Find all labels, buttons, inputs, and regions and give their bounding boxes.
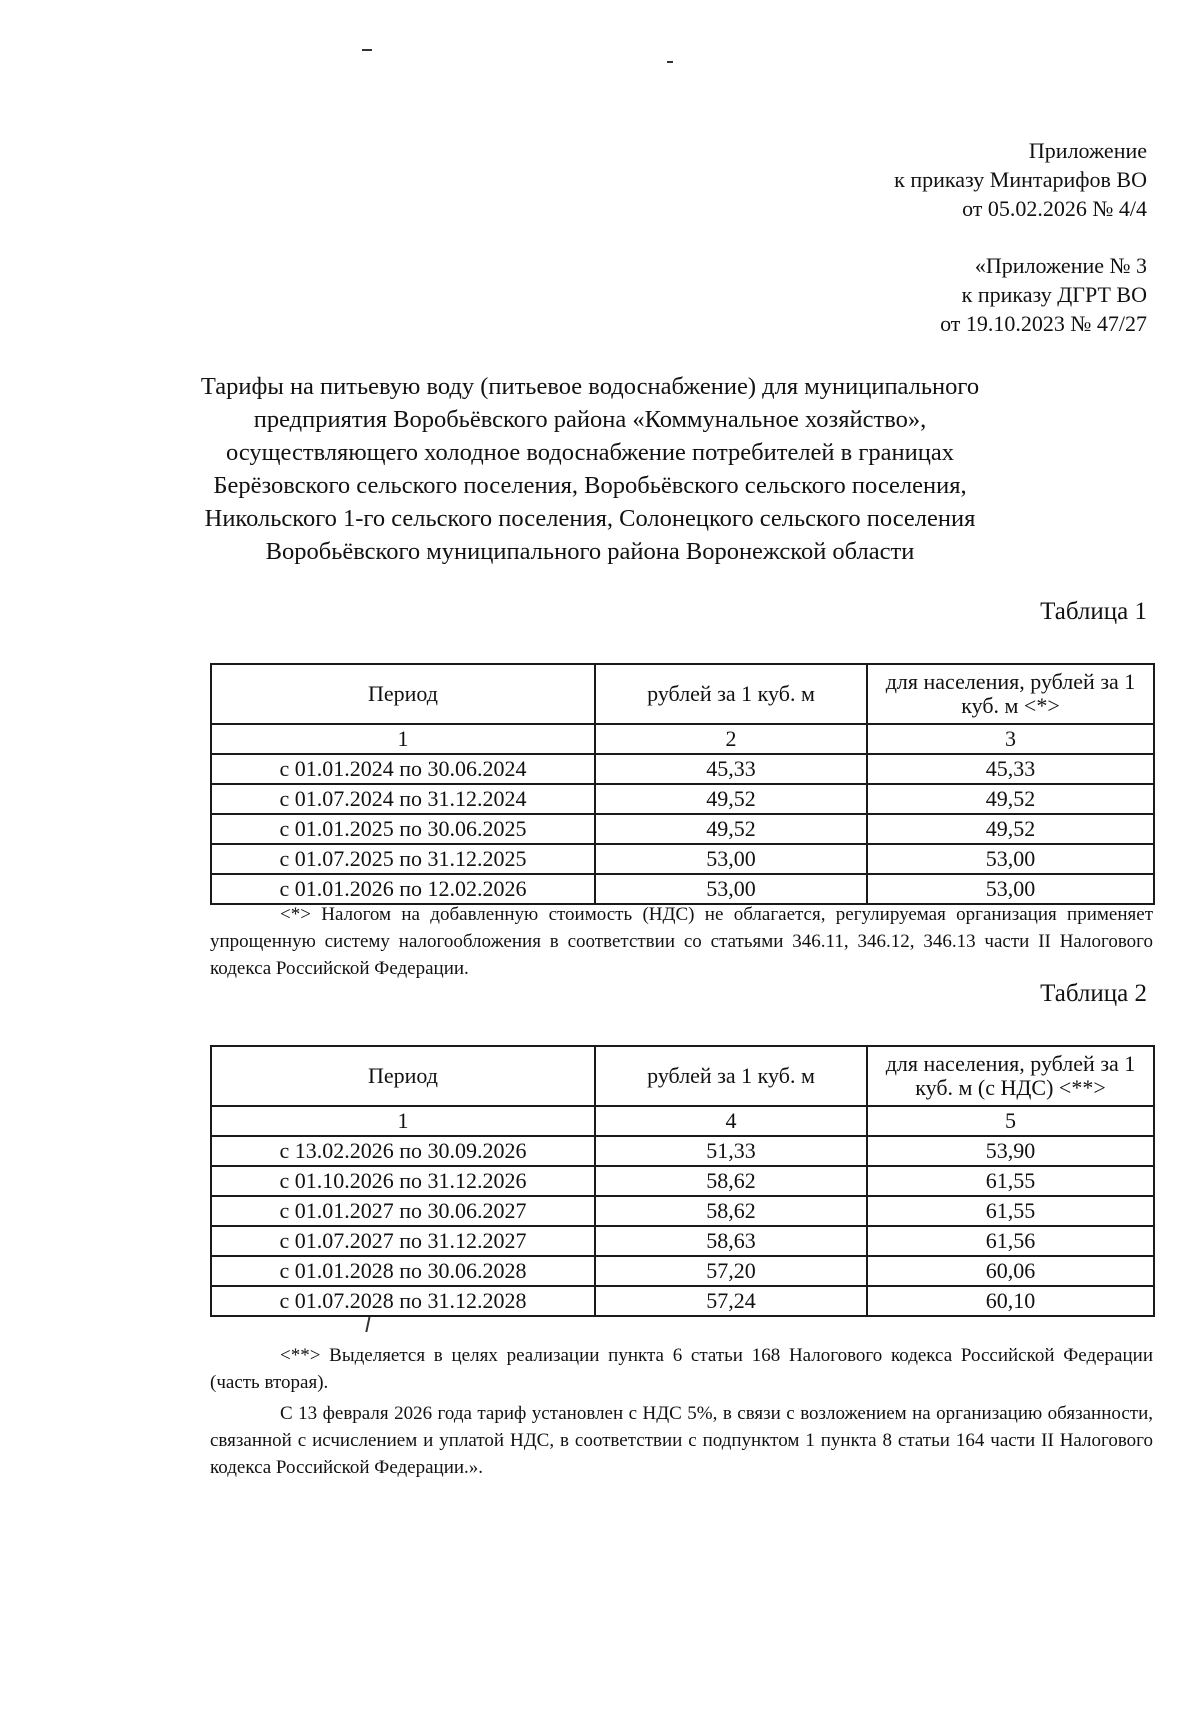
appendix-current-line2: к приказу Минтарифов ВО	[894, 167, 1147, 192]
tariff-cell: 58,62	[595, 1196, 867, 1226]
column-number: 2	[595, 724, 867, 754]
header-rub-per-m3: рублей за 1 куб. м	[595, 664, 867, 724]
table-row	[211, 754, 1154, 784]
table-row	[211, 874, 1154, 904]
tariff-cell: 57,24	[595, 1286, 867, 1316]
population-tariff-cell: 60,10	[867, 1286, 1154, 1316]
table-row	[211, 1166, 1154, 1196]
table-row	[211, 1196, 1154, 1226]
tariff-cell: 49,52	[595, 814, 867, 844]
table-numbering-row	[211, 1106, 1154, 1136]
table-row	[211, 784, 1154, 814]
table-row	[211, 814, 1154, 844]
column-number: 4	[595, 1106, 867, 1136]
table1-label: Таблица 1	[1040, 598, 1147, 625]
header-rub-per-m3: рублей за 1 куб. м	[595, 1046, 867, 1106]
table1-footnote: <*> Налогом на добавленную стоимость (НДС) не облагается, регулируемая организация применяет упрощенную систему налогообложения в соответствии со статьями 346.11, 346.12, 346.13 части II Налогового кодекса Российской Федерации.	[210, 904, 1153, 979]
period-cell: с 01.07.2027 по 31.12.2027	[211, 1226, 595, 1256]
tariff-cell: 49,52	[595, 784, 867, 814]
title-line: осуществляющего холодное водоснабжение потребителей в границах	[225, 439, 954, 466]
table-row	[211, 1226, 1154, 1256]
header-period: Период	[211, 1046, 595, 1106]
population-tariff-cell: 53,90	[867, 1136, 1154, 1166]
column-number: 5	[867, 1106, 1154, 1136]
tariff-cell: 58,62	[595, 1166, 867, 1196]
title-line: Воробьёвского муниципального района Воронежской области	[265, 538, 915, 565]
table-row	[211, 1286, 1154, 1316]
column-number: 1	[211, 724, 595, 754]
period-cell: с 01.07.2025 по 31.12.2025	[211, 844, 595, 874]
column-number: 1	[211, 1106, 595, 1136]
scan-mark	[365, 1316, 370, 1332]
table2-label: Таблица 2	[1040, 980, 1147, 1007]
tariff-table-1	[210, 663, 1155, 905]
appendix-previous-line3: от 19.10.2023 № 47/27	[940, 311, 1147, 336]
vat-note: С 13 февраля 2026 года тариф установлен с НДС 5%, в связи с возложением на организацию обязанности, связанной с исчислением и уплатой НДС, в соответствии с подпунктом 1 пункта 8 статьи 164 части II Налогового кодекса Российской Федерации.».	[210, 1403, 1153, 1478]
period-cell: с 01.01.2024 по 30.06.2024	[211, 754, 595, 784]
period-cell: с 01.01.2027 по 30.06.2027	[211, 1196, 595, 1226]
tariff-cell: 51,33	[595, 1136, 867, 1166]
tariff-cell: 57,20	[595, 1256, 867, 1286]
table-row	[211, 1136, 1154, 1166]
header-period: Период	[211, 664, 595, 724]
population-tariff-cell: 45,33	[867, 754, 1154, 784]
appendix-current	[894, 136, 1147, 223]
table-numbering-row	[211, 724, 1154, 754]
table2-notes-block	[210, 1342, 1153, 1481]
scan-mark	[667, 61, 673, 63]
period-cell: с 01.01.2026 по 12.02.2026	[211, 874, 595, 904]
appendix-current-line1: Приложение	[1028, 138, 1147, 163]
population-tariff-cell: 60,06	[867, 1256, 1154, 1286]
period-cell: с 13.02.2026 по 30.09.2026	[211, 1136, 595, 1166]
population-tariff-cell: 61,55	[867, 1196, 1154, 1226]
table-header-row	[211, 1046, 1154, 1106]
column-number: 3	[867, 724, 1154, 754]
header-population-rub-per-m3: для населения, рублей за 1 куб. м <*>	[867, 664, 1154, 724]
document-title	[130, 370, 1050, 568]
tariff-cell: 45,33	[595, 754, 867, 784]
tariff-cell: 58,63	[595, 1226, 867, 1256]
tariff-cell: 53,00	[595, 874, 867, 904]
appendix-previous	[940, 251, 1147, 338]
scan-mark	[362, 49, 372, 51]
title-line: предприятия Воробьёвского района «Коммунальное хозяйство»,	[253, 406, 927, 433]
period-cell: с 01.01.2028 по 30.06.2028	[211, 1256, 595, 1286]
period-cell: с 01.01.2025 по 30.06.2025	[211, 814, 595, 844]
title-line: Тарифы на питьевую воду (питьевое водоснабжение) для муниципального	[200, 373, 980, 400]
population-tariff-cell: 53,00	[867, 874, 1154, 904]
title-line: Берёзовского сельского поселения, Воробьёвского сельского поселения,	[213, 472, 967, 499]
table-header-row	[211, 664, 1154, 724]
table1-footnote-block	[210, 901, 1153, 982]
population-tariff-cell: 61,55	[867, 1166, 1154, 1196]
table2-footnote: <**> Выделяется в целях реализации пункта 6 статьи 168 Налогового кодекса Российской Федерации (часть вторая).	[210, 1345, 1153, 1393]
period-cell: с 01.10.2026 по 31.12.2026	[211, 1166, 595, 1196]
population-tariff-cell: 53,00	[867, 844, 1154, 874]
population-tariff-cell: 49,52	[867, 814, 1154, 844]
header-population-rub-per-m3-vat: для населения, рублей за 1 куб. м (с НДС) <**>	[867, 1046, 1154, 1106]
title-line: Никольского 1-го сельского поселения, Солонецкого сельского поселения	[204, 505, 976, 532]
appendix-previous-line2: к приказу ДГРТ ВО	[961, 282, 1147, 307]
tariff-cell: 53,00	[595, 844, 867, 874]
period-cell: с 01.07.2024 по 31.12.2024	[211, 784, 595, 814]
population-tariff-cell: 49,52	[867, 784, 1154, 814]
table-row	[211, 1256, 1154, 1286]
appendix-current-line3: от 05.02.2026 № 4/4	[962, 196, 1147, 221]
period-cell: с 01.07.2028 по 31.12.2028	[211, 1286, 595, 1316]
tariff-table-2	[210, 1045, 1155, 1317]
appendix-previous-line1: «Приложение № 3	[974, 253, 1147, 278]
table-row	[211, 844, 1154, 874]
population-tariff-cell: 61,56	[867, 1226, 1154, 1256]
